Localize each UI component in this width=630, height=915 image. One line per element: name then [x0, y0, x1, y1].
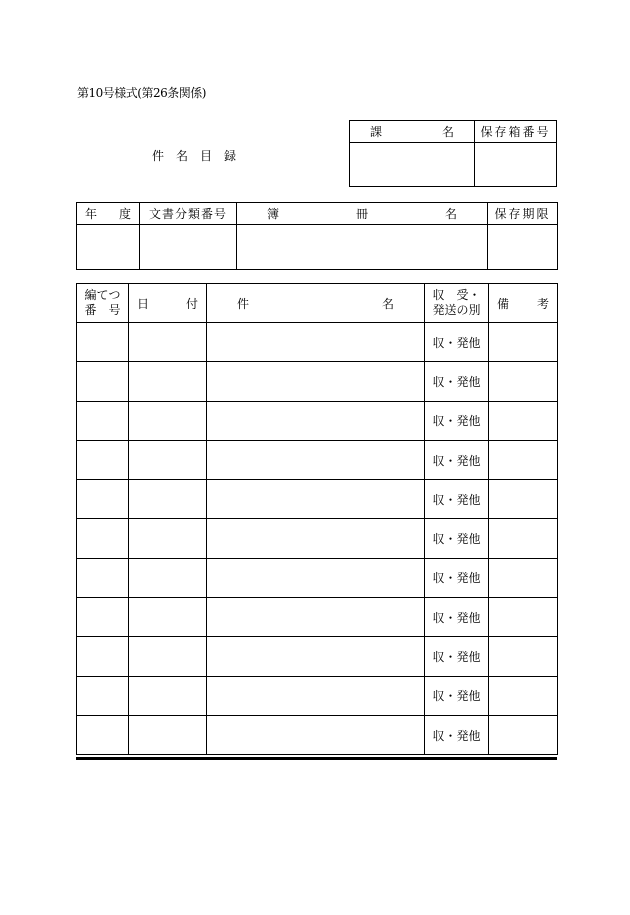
- type-cell[interactable]: [425, 480, 489, 519]
- date-cell[interactable]: [129, 401, 207, 440]
- file-number-cell[interactable]: [77, 598, 129, 637]
- date-label-right: 付: [185, 296, 198, 311]
- remarks-cell[interactable]: [489, 558, 558, 597]
- file-number-cell[interactable]: [77, 519, 129, 558]
- classification-label: 文書分類番号: [148, 207, 227, 221]
- file-number-cell[interactable]: [77, 323, 129, 362]
- type-value: 収・発他: [432, 492, 481, 507]
- type-cell[interactable]: [425, 519, 489, 558]
- ledger-name-header: [237, 203, 488, 225]
- year-header: [77, 203, 140, 225]
- year-label-right: 度: [118, 207, 131, 221]
- type-value: 収・発他: [432, 689, 481, 704]
- document-list-table: [76, 283, 558, 755]
- date-label-left: 日: [137, 296, 150, 311]
- file-number-cell[interactable]: [77, 715, 129, 754]
- date-cell[interactable]: [129, 637, 207, 676]
- file-number-cell[interactable]: [77, 637, 129, 676]
- type-cell[interactable]: [425, 715, 489, 754]
- date-cell[interactable]: [129, 598, 207, 637]
- type-cell[interactable]: [425, 637, 489, 676]
- section-label-right: 名: [441, 125, 454, 139]
- remarks-header: [489, 284, 558, 323]
- file-number-cell[interactable]: [77, 401, 129, 440]
- remarks-cell[interactable]: [489, 598, 558, 637]
- section-name-header: [350, 121, 475, 143]
- subject-cell[interactable]: [207, 480, 425, 519]
- remarks-cell[interactable]: [489, 323, 558, 362]
- year-label-left: 年: [85, 207, 98, 221]
- type-cell[interactable]: [425, 558, 489, 597]
- subject-cell[interactable]: [207, 323, 425, 362]
- type-value: 収・発他: [432, 532, 481, 547]
- type-header: [425, 284, 489, 323]
- type-value: 収・発他: [432, 650, 481, 665]
- type-value: 収・発他: [432, 374, 481, 389]
- table-row: [77, 401, 558, 440]
- file-number-label-1: 編てつ: [84, 288, 121, 302]
- subject-cell[interactable]: [207, 519, 425, 558]
- retention-field[interactable]: [488, 225, 558, 270]
- remarks-cell[interactable]: [489, 440, 558, 479]
- ledger-label-middle: 冊: [355, 207, 368, 221]
- classification-header: [140, 203, 237, 225]
- file-number-cell[interactable]: [77, 558, 129, 597]
- file-number-cell[interactable]: [77, 480, 129, 519]
- date-cell[interactable]: [129, 480, 207, 519]
- ledger-name-field[interactable]: [237, 225, 488, 270]
- type-cell[interactable]: [425, 323, 489, 362]
- form-id: 第10号様式(第26条関係): [77, 86, 206, 100]
- document-rows: [77, 323, 558, 755]
- table-row: [77, 637, 558, 676]
- type-value: 収・発他: [432, 453, 481, 468]
- date-cell[interactable]: [129, 519, 207, 558]
- table-row: [77, 676, 558, 715]
- table-row: [77, 362, 558, 401]
- remarks-cell[interactable]: [489, 362, 558, 401]
- table-row: [77, 480, 558, 519]
- table-row: [77, 323, 558, 362]
- table-row: [77, 440, 558, 479]
- date-cell[interactable]: [129, 676, 207, 715]
- box-number-field[interactable]: [475, 143, 557, 187]
- retention-label: 保存期限: [494, 207, 551, 221]
- file-number-cell[interactable]: [77, 676, 129, 715]
- document-title: 件 名 目 録: [152, 149, 237, 163]
- type-label-1: 収 受・: [432, 288, 481, 302]
- table-row: [77, 598, 558, 637]
- ledger-info-table: [76, 202, 558, 270]
- subject-cell[interactable]: [207, 440, 425, 479]
- table-row: [77, 519, 558, 558]
- ledger-label-left: 簿: [267, 207, 280, 221]
- subject-cell[interactable]: [207, 362, 425, 401]
- section-label-left: 課: [370, 125, 383, 139]
- subject-cell[interactable]: [207, 676, 425, 715]
- remarks-cell[interactable]: [489, 480, 558, 519]
- type-value: 収・発他: [432, 335, 481, 350]
- subject-cell[interactable]: [207, 401, 425, 440]
- remarks-label-left: 備: [497, 296, 510, 311]
- table-row: [77, 558, 558, 597]
- subject-cell[interactable]: [207, 598, 425, 637]
- subject-cell[interactable]: [207, 637, 425, 676]
- date-header: [129, 284, 207, 323]
- remarks-cell[interactable]: [489, 401, 558, 440]
- subject-header: [207, 284, 425, 323]
- file-number-cell[interactable]: [77, 362, 129, 401]
- type-value: 収・発他: [432, 571, 481, 586]
- retention-header: [488, 203, 558, 225]
- date-cell[interactable]: [129, 715, 207, 754]
- ledger-label-right: 名: [444, 207, 457, 221]
- type-cell[interactable]: [425, 598, 489, 637]
- subject-cell[interactable]: [207, 558, 425, 597]
- type-cell[interactable]: [425, 362, 489, 401]
- bottom-double-rule: [76, 757, 557, 760]
- year-field[interactable]: [77, 225, 140, 270]
- section-name-field[interactable]: [350, 143, 475, 187]
- date-cell[interactable]: [129, 440, 207, 479]
- date-cell[interactable]: [129, 558, 207, 597]
- type-cell[interactable]: [425, 440, 489, 479]
- type-value: 収・発他: [432, 610, 481, 625]
- remarks-cell[interactable]: [489, 676, 558, 715]
- type-value: 収・発他: [432, 728, 481, 743]
- type-label-2: 発送の別: [432, 303, 481, 317]
- box-number-label: 保存箱番号: [480, 125, 551, 139]
- type-cell[interactable]: [425, 401, 489, 440]
- subject-label-left: 件: [237, 296, 250, 311]
- subject-cell[interactable]: [207, 715, 425, 754]
- type-cell[interactable]: [425, 676, 489, 715]
- file-number-cell[interactable]: [77, 440, 129, 479]
- table-row: [77, 715, 558, 754]
- classification-field[interactable]: [140, 225, 237, 270]
- remarks-cell[interactable]: [489, 715, 558, 754]
- date-cell[interactable]: [129, 323, 207, 362]
- subject-label-right: 名: [381, 296, 394, 311]
- section-box-table: [349, 120, 557, 187]
- box-number-header: [475, 121, 557, 143]
- remarks-cell[interactable]: [489, 519, 558, 558]
- date-cell[interactable]: [129, 362, 207, 401]
- file-number-label-2: 番 号: [84, 303, 121, 317]
- remarks-cell[interactable]: [489, 637, 558, 676]
- remarks-label-right: 考: [536, 296, 549, 311]
- file-number-header: [77, 284, 129, 323]
- type-value: 収・発他: [432, 414, 481, 429]
